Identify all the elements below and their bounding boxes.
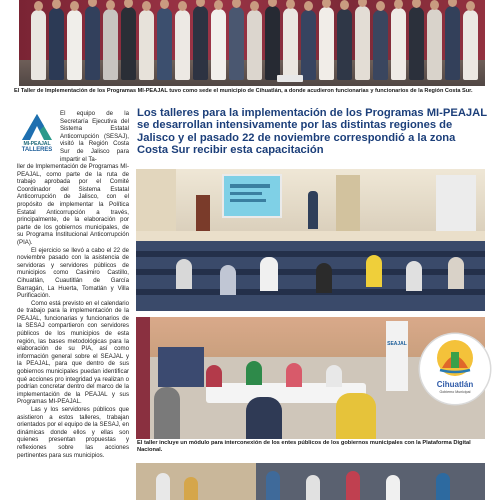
mi-peajal-logo <box>19 112 55 158</box>
badge-subtitle: Gobierno Municipal <box>439 390 471 394</box>
paragraph-3: Como está previsto en el calendario de trabajo para la implementación de la PEAJAL, funcionarias y funcionarios de la SESAJ compartieron con servidores públicos de los municipios de esta región, las bases metodológicas para la elaboración de su PIA, así como información general sobre el SEAJAL y la PEAJAL, para que dentro de sus gobiernos municipales puedan identificar qué acciones pro integridad ya realizan o podrían concretar dentro del marco de la implementación de la PEAJAL y sus Programas MI-PEAJAL. <box>17 299 129 406</box>
intro-paragraph-top <box>60 110 129 163</box>
paragraph-2: El ejercicio se llevó a cabo el 22 de noviembre pasado con la asistencia de servidoras y servidores públicos de municipios como Casimiro Castillo, Cihuatlán, Cuautitlán de García Barragán, La Huerta, Tomatlán y Villa Purificación. <box>17 246 129 300</box>
seajal-banner: SEAJAL <box>386 321 408 391</box>
projection-screen <box>222 174 282 218</box>
auditorium-photo <box>136 169 485 311</box>
top-photo-caption: El Taller de Implementación de los Programas MI-PEAJAL tuvo como sede el municipio de Cihuatlán, a donde acudieron funcionarias y funcionarios de la Región Costa Sur. <box>14 88 473 94</box>
paragraph-1-start: El equipo de la Secretaría Ejecutiva del Sistema Estatal Anticorrupción (SESAJ), visitó la Región Costa Sur de Jalisco para impartir el Ta- <box>60 110 129 163</box>
bottom-photo <box>136 463 485 500</box>
cihuatlan-logo-badge <box>420 334 490 404</box>
article-headline: Los talleres para la implementación de los Programas MI-PEAJAL se desarrollan intensivamente por las distintas regiones de Jalisco y el pasado 22 de noviembre correspondió a la zona Costa Sur recibir esta capacitación <box>137 107 487 157</box>
workshop-photo-caption: El taller incluye un módulo para interconexión de los entes públicos de los gobiernos municipales con la Plataforma Digital Nacional. <box>137 440 471 454</box>
triangle-logo-icon <box>19 112 55 142</box>
body-column <box>17 163 129 459</box>
logo-subtitle: TALLERES <box>21 147 53 153</box>
paragraph-4: Las y los servidores públicos que asistieron a estos talleres, trabajan orientados por el equipo de la SESAJ, en dinámicas donde ellos y ellas son quienes presentan propuestas y reflexiones sobre las acciones pertinentes para sus municipios. <box>17 406 129 459</box>
badge-name: Cihuatlán <box>436 380 474 389</box>
paragraph-1-rest: ller de Implementación de Programas MI-PEAJAL, como parte de la ruta de trabajo aprobada por el Comité Coordinador del Sistema Estatal Anticorrupción de Jalisco, con el propósito de implementar la Política Estatal Anticorrupción a través, principalmente, de la elaboración por parte de los gobiernos municipales, de su Programa Institucional Anticorrupción (PIA). <box>17 163 129 246</box>
group-photo <box>19 0 485 86</box>
logo-title: MI-PEAJAL <box>23 141 51 147</box>
